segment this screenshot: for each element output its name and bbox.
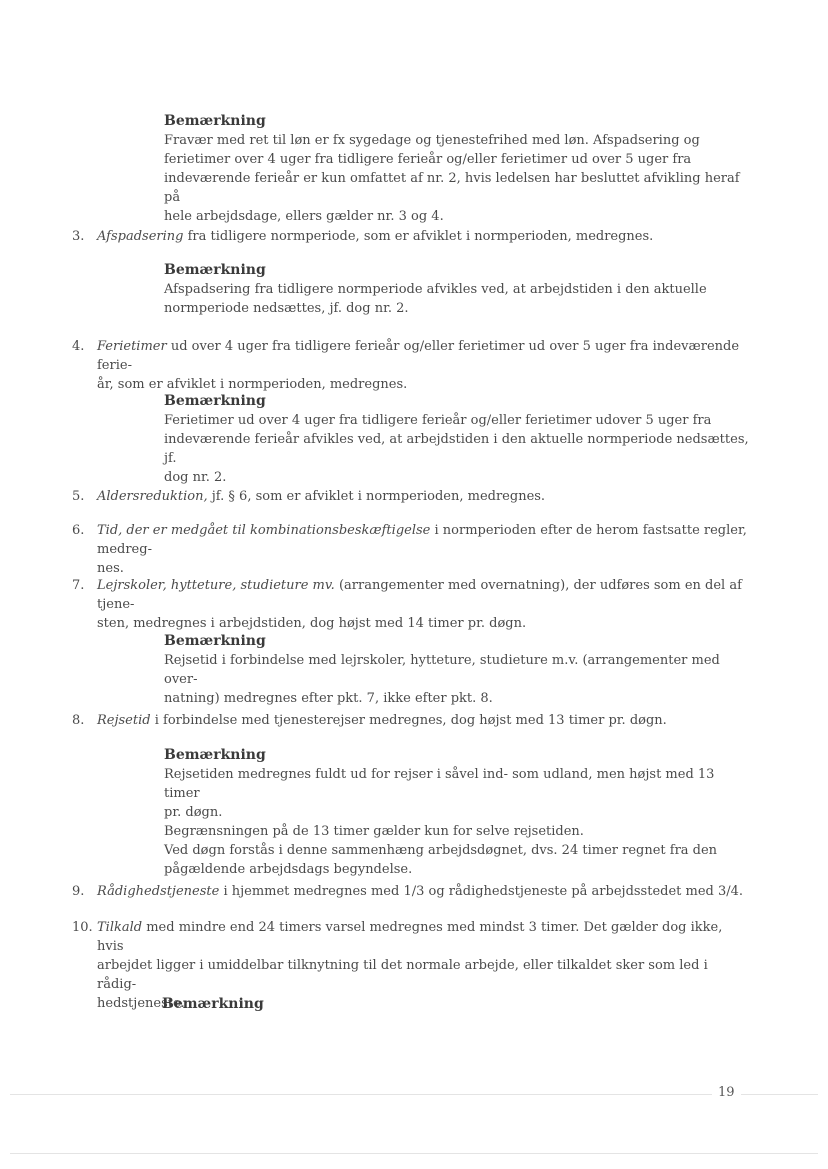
remark-line: dog nr. 2. <box>164 470 227 485</box>
item-line <box>97 227 747 246</box>
item-text: jf. § 6, som er afviklet i normperioden, medregnes. <box>207 489 546 504</box>
item-line: sten, medregnes i arbejdstiden, dog højst med 14 timer pr. døgn. <box>97 616 527 631</box>
remark-line: pr. døgn. <box>164 805 223 820</box>
list-item <box>72 521 747 578</box>
item-text: med mindre end 24 timers varsel medregnes med mindst 3 timer. Det gælder dog ikke, hvis <box>97 920 723 954</box>
page-number: 19 <box>712 1085 741 1100</box>
item-number: 3. <box>72 229 85 244</box>
remark-block <box>164 392 754 487</box>
remark-line: normperiode nedsættes, jf. dog nr. 2. <box>164 301 409 316</box>
item-text: i hjemmet medregnes med 1/3 og rådighedstjeneste på arbejdsstedet med 3/4. <box>219 884 744 899</box>
remark-block <box>164 632 754 708</box>
list-item <box>72 227 747 246</box>
item-line: nes. <box>97 561 124 576</box>
list-item <box>72 711 747 730</box>
item-line: arbejdet ligger i umiddelbar tilknytning til det normale arbejde, eller tilkaldet sker som led i rådig- <box>97 958 708 992</box>
item-line: hedstjeneste. <box>97 996 185 1011</box>
bottom-rule <box>10 1153 818 1154</box>
item-number: 8. <box>72 713 85 728</box>
list-item <box>72 882 747 901</box>
remark-line: hele arbejdsdage, ellers gælder nr. 3 og 4. <box>164 209 444 224</box>
remark-heading: Bemærkning <box>164 633 266 649</box>
list-item <box>72 337 747 394</box>
footer-rule <box>10 1094 818 1095</box>
remark-heading: Bemærkning <box>162 996 264 1012</box>
item-text: i normperioden efter de herom fastsatte regler, medreg- <box>97 523 747 557</box>
item-line: år, som er afviklet i normperioden, medregnes. <box>97 377 408 392</box>
item-term: Lejrskoler, hytteture, studieture mv. <box>97 578 335 593</box>
item-number: 7. <box>72 578 85 593</box>
remark-line: Afspadsering fra tidligere normperiode afvikles ved, at arbejdstiden i den aktuelle <box>164 282 707 297</box>
item-term: Tilkald <box>97 920 143 935</box>
item-number: 4. <box>72 339 85 354</box>
remark-line: indeværende ferieår afvikles ved, at arbejdstiden i den aktuelle normperiode nedsættes, jf. <box>164 432 749 466</box>
item-number: 6. <box>72 523 85 538</box>
remark-block <box>164 261 754 318</box>
item-term: Rejsetid <box>97 713 151 728</box>
remark-line: Fravær med ret til løn er fx sygedage og tjenestefrihed med løn. Afspadsering og <box>164 133 700 148</box>
item-term: Afspadsering <box>97 229 184 244</box>
item-term: Ferietimer <box>97 339 167 354</box>
remark-block <box>164 112 754 226</box>
item-line <box>97 487 747 506</box>
remark-line: Ferietimer ud over 4 uger fra tidligere ferieår og/eller ferietimer udover 5 uger fra <box>164 413 712 428</box>
remark-line: Rejsetiden medregnes fuldt ud for rejser i såvel ind- som udland, men højst med 13 timer <box>164 767 715 801</box>
item-line <box>97 521 747 559</box>
item-text: ud over 4 uger fra tidligere ferieår og/eller ferietimer ud over 5 uger fra indeværende ferie- <box>97 339 740 373</box>
item-text: (arrangementer med overnatning), der udføres som en del af tjene- <box>97 578 742 612</box>
remark-heading: Bemærkning <box>164 113 266 129</box>
remark-heading: Bemærkning <box>164 393 266 409</box>
remark-line: Ved døgn forstås i denne sammenhæng arbejdsdøgnet, dvs. 24 timer regnet fra den <box>164 843 718 858</box>
remark-block <box>164 746 754 879</box>
remark-line: ferietimer over 4 uger fra tidligere ferieår og/eller ferietimer ud over 5 uger fra <box>164 152 692 167</box>
item-line <box>97 711 747 730</box>
remark-heading: Bemærkning <box>164 262 266 278</box>
remark-line: natning) medregnes efter pkt. 7, ikke efter pkt. 8. <box>164 691 493 706</box>
remark-line: Rejsetid i forbindelse med lejrskoler, hytteture, studieture m.v. (arrangementer med over- <box>164 653 720 687</box>
item-text: i forbindelse med tjenesterejser medregnes, dog højst med 13 timer pr. døgn. <box>150 713 667 728</box>
item-term: Aldersreduktion, <box>97 489 208 504</box>
item-number: 5. <box>72 489 85 504</box>
item-term: Tid, der er medgået til kombinationsbeskæftigelse <box>97 523 431 538</box>
item-line <box>97 337 747 375</box>
item-term: Rådighedstjeneste <box>97 884 220 899</box>
item-text: fra tidligere normperiode, som er afviklet i normperioden, medregnes. <box>183 229 654 244</box>
item-line <box>97 882 747 901</box>
list-item <box>72 576 747 633</box>
list-item <box>72 487 747 506</box>
remark-line: Begrænsningen på de 13 timer gælder kun for selve rejsetiden. <box>164 824 584 839</box>
remark-heading: Bemærkning <box>164 747 266 763</box>
item-number: 10. <box>72 920 93 935</box>
remark-line: pågældende arbejdsdags begyndelse. <box>164 862 413 877</box>
item-line <box>97 576 747 614</box>
remark-line: indeværende ferieår er kun omfattet af nr. 2, hvis ledelsen har besluttet afvikling heraf på <box>164 171 740 205</box>
item-number: 9. <box>72 884 85 899</box>
item-line <box>97 918 747 956</box>
